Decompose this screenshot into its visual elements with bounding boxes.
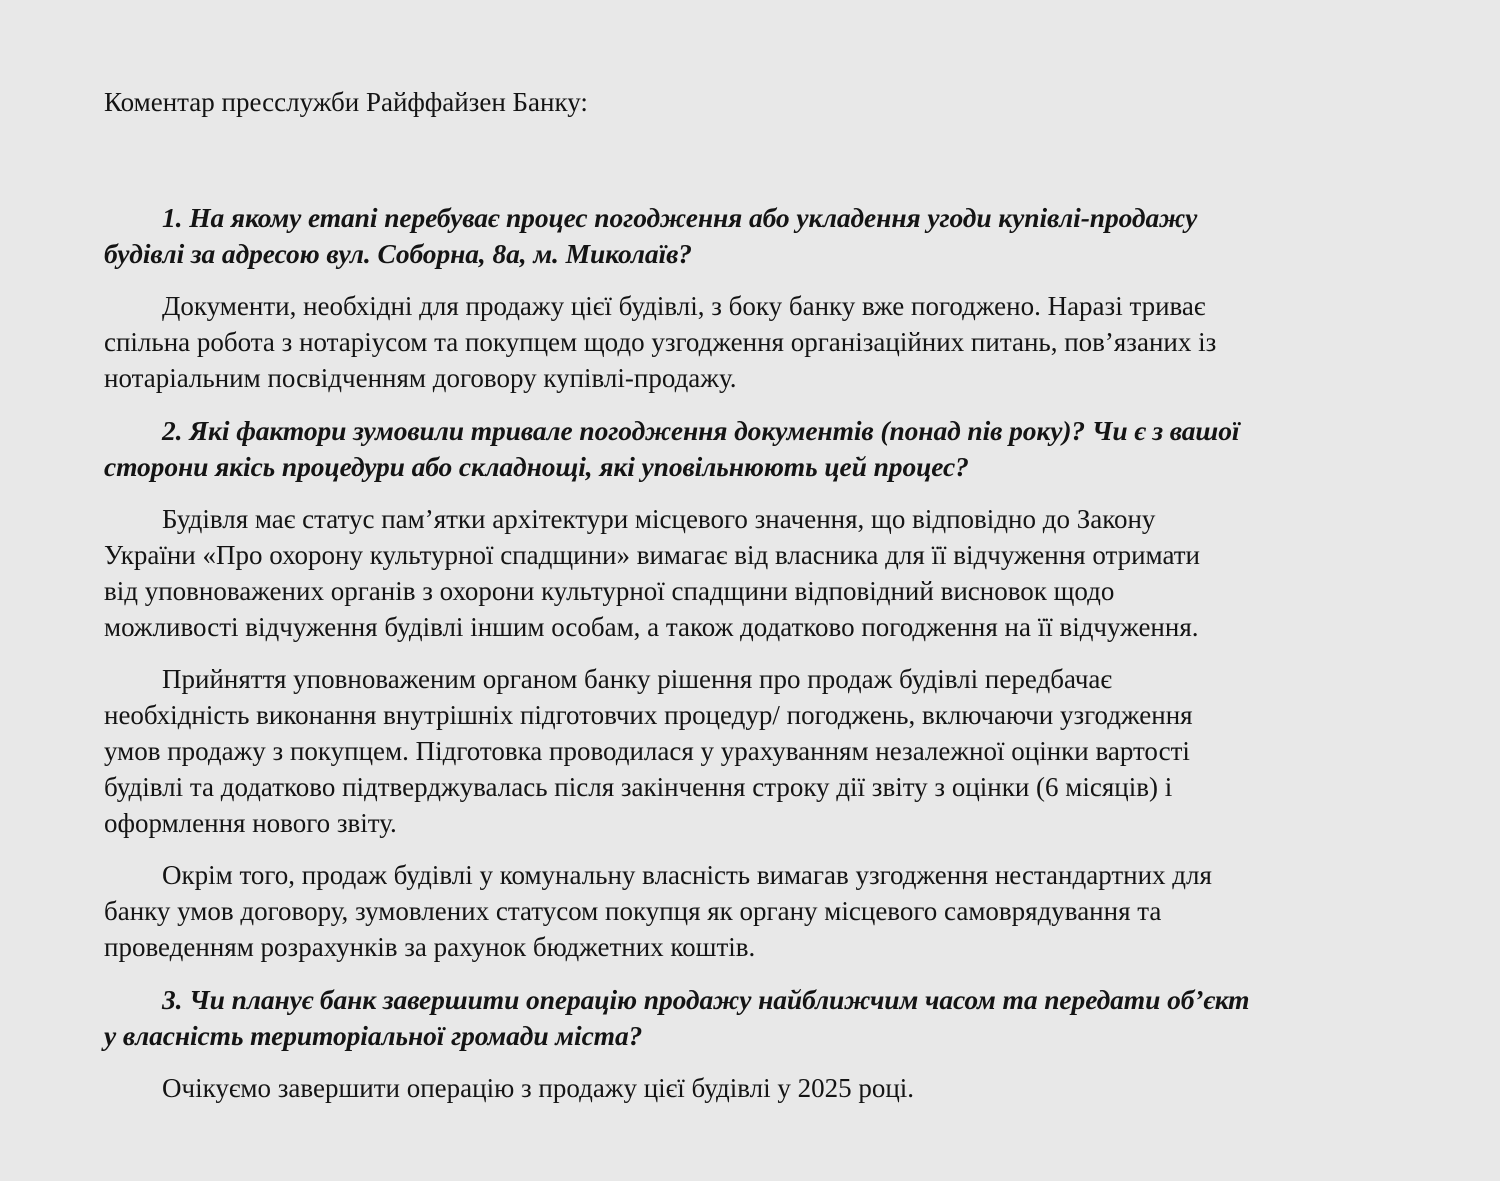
question-line: у власність територіальної громади міста? bbox=[104, 1020, 643, 1051]
answer-line: від уповноважених органів з охорони культурної спадщини відповідний висновок щодо bbox=[104, 576, 1115, 606]
answer-2-paragraph-3 bbox=[104, 857, 1212, 965]
answer-line: можливості відчуження будівлі іншим особам, а також додатково погодження на її відчуження. bbox=[104, 612, 1199, 642]
answer-1-paragraph-1 bbox=[104, 288, 1216, 396]
answer-line: Будівля має статус пам’ятки архітектури місцевого значення, що відповідно до Закону bbox=[162, 504, 1156, 534]
question-line: 1. На якому етапі перебуває процес погодження або укладення угоди купівлі-продажу bbox=[162, 202, 1198, 233]
question-2 bbox=[104, 413, 1239, 485]
answer-2-paragraph-2 bbox=[104, 661, 1193, 841]
question-line: сторони якісь процедури або складнощі, які уповільнюють цей процес? bbox=[104, 451, 969, 482]
question-1 bbox=[104, 200, 1197, 272]
answer-line: проведенням розрахунків за рахунок бюджетних коштів. bbox=[104, 932, 756, 962]
answer-line: банку умов договору, зумовлених статусом покупця як органу місцевого самоврядування та bbox=[104, 896, 1162, 926]
question-3 bbox=[104, 982, 1249, 1054]
question-line: 3. Чи планує банк завершити операцію продажу найближчим часом та передати об’єкт bbox=[162, 984, 1250, 1015]
answer-line: спільна робота з нотаріусом та покупцем щодо узгодження організаційних питань, пов’язаних із bbox=[104, 327, 1217, 357]
answer-line: будівлі та додатково підтверджувалась після закінчення строку дії звіту з оцінки (6 місяців) і bbox=[104, 772, 1173, 802]
answer-line: нотаріальним посвідченням договору купівлі-продажу. bbox=[104, 363, 737, 393]
answer-line: оформлення нового звіту. bbox=[104, 808, 397, 838]
answer-line: необхідність виконання внутрішніх підготовчих процедур/ погоджень, включаючи узгодження bbox=[104, 700, 1193, 730]
answer-3-paragraph-1 bbox=[104, 1070, 914, 1106]
question-line: 2. Які фактори зумовили тривале погодження документів (понад пів року)? Чи є з вашої bbox=[162, 415, 1240, 446]
answer-line: умов продажу з покупцем. Підготовка проводилася у урахуванням незалежної оцінки вартості bbox=[104, 736, 1190, 766]
answer-line: Очікуємо завершити операцію з продажу цієї будівлі у 2025 році. bbox=[162, 1073, 915, 1103]
intro-heading: Коментар пресслужби Райффайзен Банку: bbox=[104, 87, 588, 117]
question-line: будівлі за адресою вул. Соборна, 8а, м. Миколаїв? bbox=[104, 238, 692, 269]
answer-line: Прийняття уповноваженим органом банку рішення про продаж будівлі передбачає bbox=[162, 664, 1112, 694]
answer-line: України «Про охорону культурної спадщини» вимагає від власника для її відчуження отримати bbox=[104, 540, 1200, 570]
answer-2-paragraph-1 bbox=[104, 501, 1200, 645]
answer-line: Окрім того, продаж будівлі у комунальну власність вимагав узгодження нестандартних для bbox=[162, 860, 1212, 890]
answer-line: Документи, необхідні для продажу цієї будівлі, з боку банку вже погоджено. Наразі триває bbox=[162, 291, 1206, 321]
